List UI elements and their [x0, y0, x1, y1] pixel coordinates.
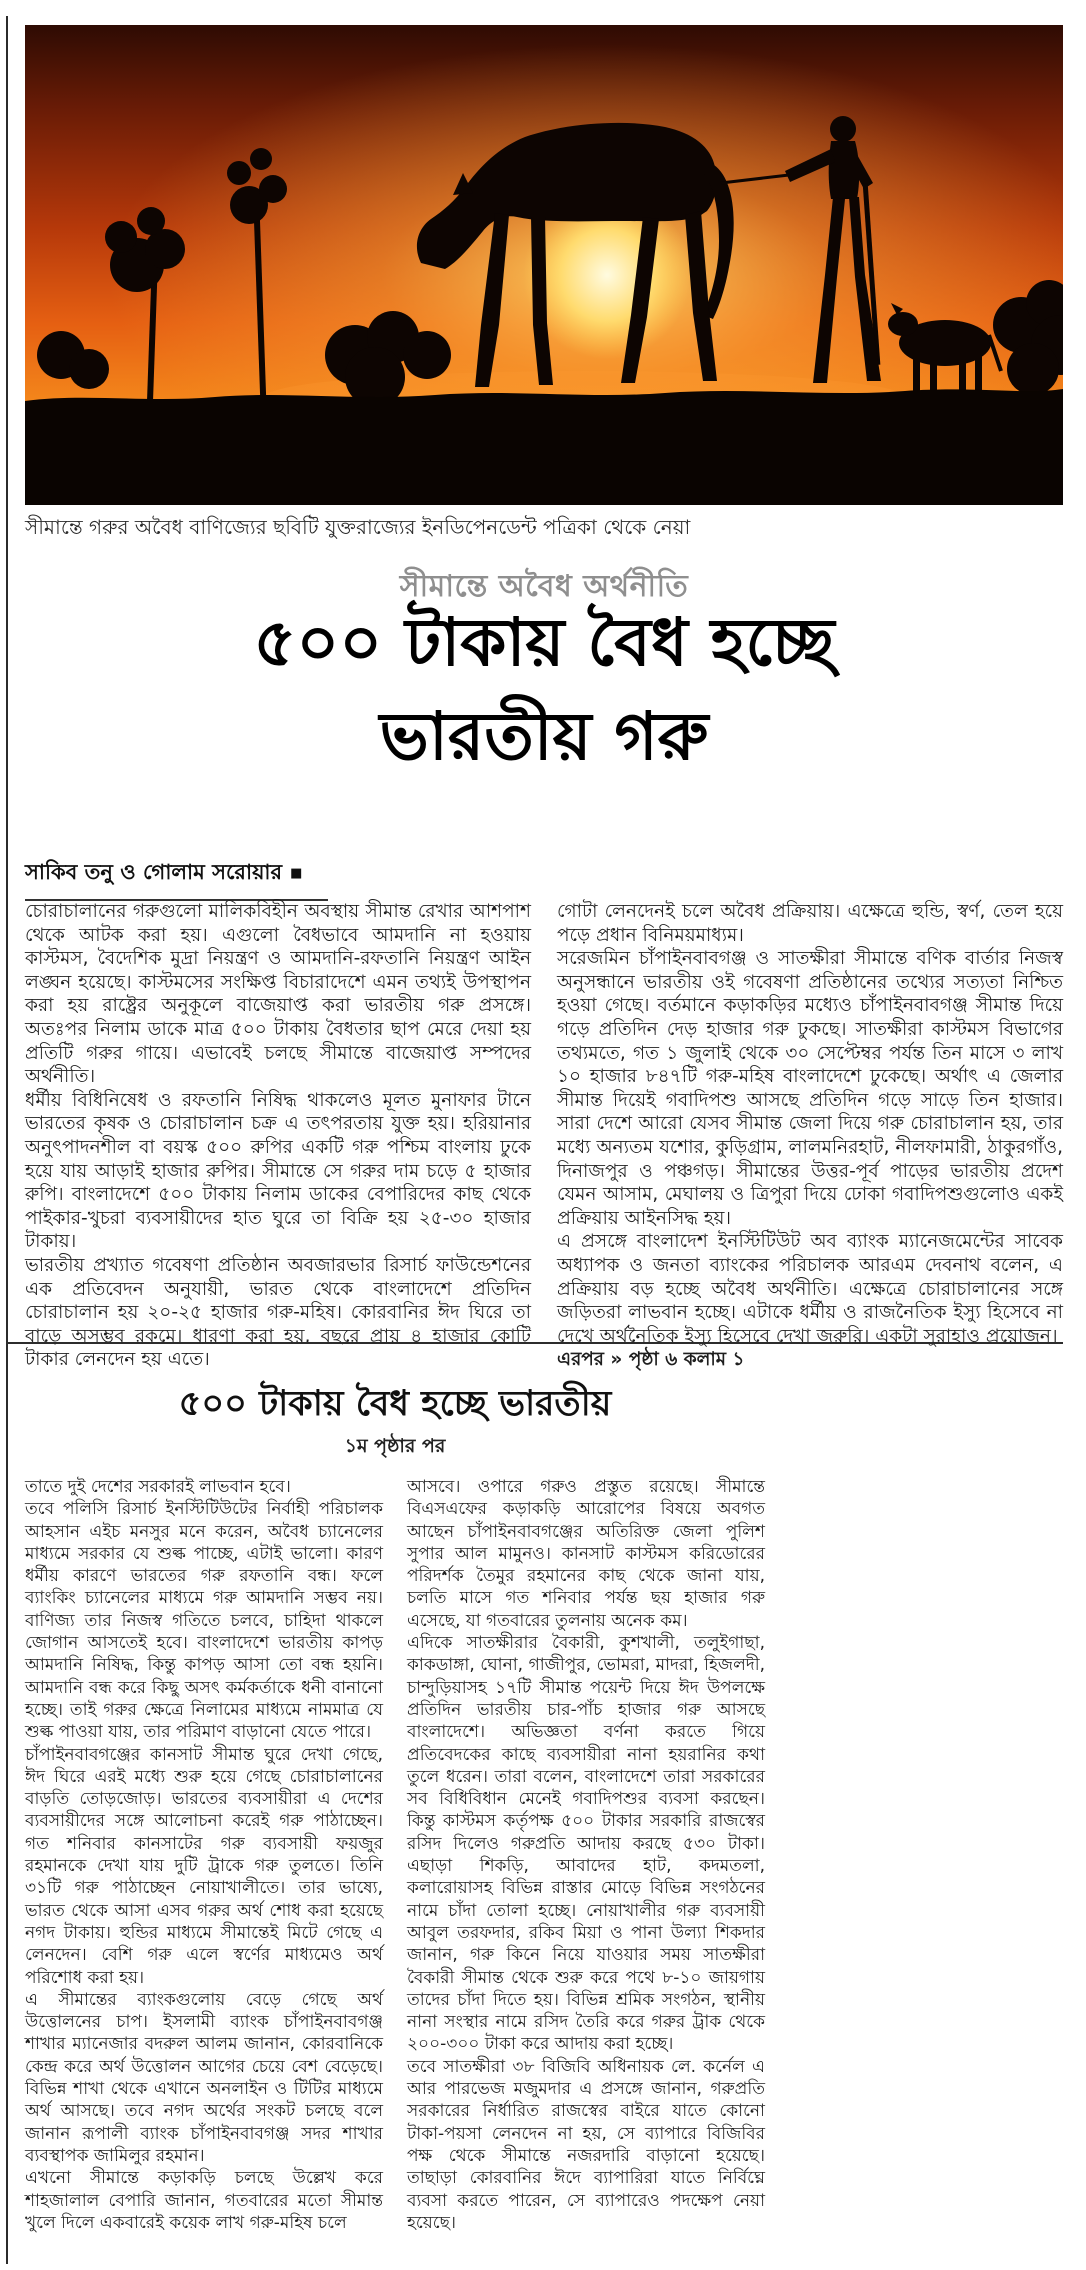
cont-left-para-4: এ সীমান্তের ব্যাংকগুলোয় বেড়ে গেছে অর্থ উত্তোলনের চাপ। ইসলামী ব্যাংক চাঁপাইনবাবগঞ্জ শাখার ম্যানেজার বদরুল আলম জানান, কোরবানিকে কেন্দ্র করে অর্থ উত্তোলন আগের চেয়ে বেশ বেড়েছে। বিভিন্ন শাখা থেকে এখানে অনলাইন ও টিটির মাধ্যমে অর্থ আসছে। তবে নগদ অর্থের সংকট চলছে বলে জানান রূপালী ব্যাংক চাঁপাইনবাবগঞ্জ সদর শাখার ব্যবস্থাপক জামিলুর রহমান।: [25, 1989, 383, 2166]
scan-edge-line: [6, 16, 8, 2264]
cont-left-para-2: তবে পলিসি রিসার্চ ইনস্টিটিউটের নির্বাহী পরিচালক আহসান এইচ মনসুর মনে করেন, অবৈধ চ্যানেলের মাধ্যমে সরকার যে শুল্ক পাচ্ছে, এটাই ভালো। কারণ ধর্মীয় কারণে ভারতের গরু রফতানি বন্ধ। ফলে ব্যাংকিং চ্যানেলের মাধ্যমে গরু আমদানি সম্ভব নয়। বাণিজ্য তার নিজস্ব গতিতে চলবে, চাহিদা থাকলে জোগান আসতেই হবে। বাংলাদেশে ভারতীয় কাপড় আমদানি নিষিদ্ধ, কিন্তু কাপড় আসা তো বন্ধ হয়নি। আমদানি বন্ধ করে কিছু অসৎ কর্মকর্তাকে ধনী বানানো হচ্ছে। তাই গরুর ক্ষেত্রে নিলামের মাধ্যমে নামমাত্র যে শুল্ক পাওয়া যায়, তার পরিমাণ বাড়ানো যেতে পারে।: [25, 1499, 383, 1743]
continuation-headline: ৫০০ টাকায় বৈধ হচ্ছে ভারতীয়: [178, 1384, 612, 1424]
kicker: সীমান্তে অবৈধ অর্থনীতি: [399, 569, 689, 604]
byline-names: সাকিব তনু ও গোলাম সরোয়ার: [25, 860, 283, 884]
lead-column-right: [557, 900, 1063, 1372]
jump-line: এরপর » পৃষ্ঠা ৬ কলাম ১: [557, 1349, 745, 1371]
continuation-subhead: ১ম পৃষ্ঠার পর: [344, 1435, 446, 1457]
byline-row: [25, 856, 545, 901]
lead-photo: [25, 25, 1063, 505]
continuation-columns: [25, 1476, 765, 2234]
byline: [25, 856, 328, 901]
continuation-column-left: [25, 1476, 383, 2234]
photo-caption: সীমান্তে গরুর অবৈধ বাণিজ্যের ছবিটি যুক্তরাজ্যের ইনডিপেনডেন্ট পত্রিকা থেকে নেয়া: [25, 515, 691, 539]
lead-right-para-2: সরেজমিন চাঁপাইনবাবগঞ্জ ও সাতক্ষীরা সীমান্তে বণিক বার্তার নিজস্ব অনুসন্ধানে ভারতীয় ওই গবেষণা প্রতিষ্ঠানের তথ্যের সত্যতা নিশ্চিত হওয়া গেছে। বর্তমানে কড়াকড়ির মধ্যেও চাঁপাইনবাবগঞ্জ সীমান্ত দিয়ে গড়ে প্রতিদিন দেড় হাজার গরু ঢুকছে। সাতক্ষীরা কাস্টমস বিভাগের তথ্যমতে, গত ১ জুলাই থেকে ৩০ সেপ্টেম্বর পর্যন্ত তিন মাসে ৩ লাখ ১০ হাজার ৮৪৭টি গরু-মহিষ বাংলাদেশে ঢুকেছে। অর্থাৎ এ জেলার সীমান্ত দিয়েই গবাদিপশু আসছে প্রতিদিন গড়ে সাড়ে তিন হাজার। সারা দেশে আরো যেসব সীমান্ত জেলা দিয়ে গরু চোরাচালান হয়, তার মধ্যে অন্যতম যশোর, কুড়িগ্রাম, লালমনিরহাট, নীলফামারী, ঠাকুরগাঁও, দিনাজপুর ও পঞ্চগড়। সীমান্তের উত্তর-পূর্ব পাড়ের ভারতীয় প্রদেশ যেমন আসাম, মেঘালয় ও ত্রিপুরা দিয়ে ঢোকা গবাদিপশুগুলোও একই প্রক্রিয়ায় আইনসিদ্ধ হয়।: [557, 948, 1063, 1229]
lead-left-para-3: ভারতীয় প্রখ্যাত গবেষণা প্রতিষ্ঠান অবজারভার রিসার্চ ফাউন্ডেশনের এক প্রতিবেদন অনুযায়ী, ভারত থেকে বাংলাদেশে প্রতিদিন চোরাচালান হয় ২০-২৫ হাজার গরু-মহিষ। কোরবানির ঈদ ঘিরে তা বাড়ে অসম্ভব রকমে। ধারণা করা হয়, বছরে প্রায় ৪ হাজার কোটি টাকার লেনদেন হয় এতে।: [25, 1254, 531, 1371]
cont-right-para-2: এদিকে সাতক্ষীরার বৈকারী, কুশখালী, তলুইগাছা, কাকডাঙ্গা, ঘোনা, গাজীপুর, ভোমরা, মাদরা, হিজলদী, চান্দুড়িয়াসহ ১৭টি সীমান্ত পয়েন্ট দিয়ে ঈদ উপলক্ষে প্রতিদিন ভারতীয় চার-পাঁচ হাজার গরু আসছে বাংলাদেশে। অভিজ্ঞতা বর্ণনা করতে গিয়ে প্রতিবেদকের কাছে ব্যবসায়ীরা নানা হয়রানির কথা তুলে ধরেন। তারা বলেন, বাংলাদেশে তারা সরকারের সব বিধিবিধান মেনেই গবাদিপশুর ব্যবসা করছেন। কিন্তু কাস্টমস কর্তৃপক্ষ ৫০০ টাকার সরকারি রাজস্বের রসিদ দিলেও গরুপ্রতি আদায় করছে ৫৩০ টাকা। এছাড়া শিকড়ি, আবাদের হাট, কদমতলা, কলারোয়াসহ বিভিন্ন রাস্তার মোড়ে বিভিন্ন সংগঠনের নামে চাঁদা তোলা হচ্ছে। নোয়াখালীর গরু ব্যবসায়ী আবুল তরফদার, রকিব মিয়া ও পানা উল্যা শিকদার জানান, গরু কিনে নিয়ে যাওয়ার সময় সাতক্ষীরা বৈকারী সীমান্ত থেকে শুরু করে পথে ৮-১০ জায়গায় তাদের চাঁদা দিতে হয়। বিভিন্ন শ্রমিক সংগঠন, স্থানীয় নানা সংস্থার নামে রসিদ তৈরি করে গরুর ট্রাক থেকে ২০০-৩০০ টাকা করে আদায় করা হচ্ছে।: [407, 1633, 765, 2055]
headline-line-1: ৫০০ টাকায় বৈধ হচ্ছে: [253, 604, 835, 681]
lead-right-para-1: গোটা লেনদেনই চলে অবৈধ প্রক্রিয়ায়। এক্ষেত্রে হুন্ডি, স্বর্ণ, তেল হয়ে পড়ে প্রধান বিনিময়মাধ্যম।: [557, 901, 1063, 946]
lead-right-para-3: এ প্রসঙ্গে বাংলাদেশ ইনস্টিটিউট অব ব্যাংক ম্যানেজমেন্টের সাবেক অধ্যাপক ও জনতা ব্যাংকের পরিচালক আরএম দেবনাথ বলেন, এ প্রক্রিয়ায় বড় হচ্ছে অবৈধ অর্থনীতি। এক্ষেত্রে চোরাচালানের সঙ্গে জড়িতরা লাভবান হচ্ছে। এটাকে ধর্মীয় ও রাজনৈতিক ইস্যু হিসেবে না দেখে অর্থনৈতিক ইস্যু হিসেবে দেখা জরুরি। একটা সুরাহাও প্রয়োজন।: [557, 1231, 1063, 1347]
lead-article-columns: [25, 900, 1063, 1372]
cont-left-para-3: চাঁপাইনবাবগঞ্জের কানসাট সীমান্ত ঘুরে দেখা গেছে, ঈদ ঘিরে এরই মধ্যে শুরু হয়ে গেছে চোরাচালানের বাড়তি তোড়জোড়। ভারতের ব্যবসায়ীরা এ দেশের ব্যবসায়ীদের সঙ্গে আলোচনা করেই গরু পাঠাচ্ছেন। গত শনিবার কানসাটের গরু ব্যবসায়ী ফয়জুর রহমানকে দেখা যায় দুটি ট্রাকে গরু তুলতে। তিনি ৩১টি গরু পাঠাচ্ছেন নোয়াখালীতে। তার ভাষ্যে, ভারত থেকে আসা এসব গরুর অর্থ শোধ করা হয়েছে নগদ টাকায়। হুন্ডির মাধ্যমে সীমান্তেই মিটে গেছে এ লেনদেন। বেশি গরু এলে স্বর্ণের মাধ্যমেও অর্থ পরিশোধ করা হয়।: [25, 1744, 383, 1988]
cont-left-para-5: এখনো সীমান্তে কড়াকড়ি চলছে উল্লেখ করে শাহজালাল বেপারি জানান, গতবারের মতো সীমান্ত খুলে দিলে একবারেই কয়েক লাখ গরু-মহিষ চলে: [25, 2168, 383, 2233]
continuation-column-right: [407, 1476, 765, 2234]
byline-square-marker: ■: [290, 866, 303, 881]
main-headline: [25, 596, 1063, 783]
ground-silhouette: [25, 389, 1063, 505]
cont-left-para-1: তাতে দুই দেশের সরকারই লাভবান হবে।: [25, 1477, 291, 1497]
cattle-sunset-photo-illustration: [25, 25, 1063, 505]
cont-right-para-1: আসবে। ওপারে গরুও প্রস্তুত রয়েছে। সীমান্তে বিএসএফের কড়াকড়ি আরোপের বিষয়ে অবগত আছেন চাঁপাইনবাবগঞ্জের অতিরিক্ত জেলা পুলিশ সুপার আল মামুনও। কানসাট কাস্টমস করিডোরের পরিদর্শক তৈমুর রহমানের কাছ থেকে জানা যায়, চলতি মাসে গত শনিবার পর্যন্ত ছয় হাজার গরু এসেছে, যা গতবারের তুলনায় অনেক কম।: [407, 1477, 765, 1631]
section-divider-rule: [6, 1342, 1063, 1344]
headline-line-2: ভারতীয় গরু: [379, 697, 709, 775]
lead-left-para-1: চোরাচালানের গরুগুলো মালিকবিহীন অবস্থায় সীমান্ত রেখার আশপাশ থেকে আটক করা হয়। এগুলো বৈধভাবে আমদানি না হওয়ায় কাস্টমস, বৈদেশিক মুদ্রা নিয়ন্ত্রণ ও আমদানি-রফতানি নিয়ন্ত্রণ আইন লঙ্ঘন হয়েছে। কাস্টমসের সংক্ষিপ্ত বিচারাদেশে এমন তথ্যই উপস্থাপন করা হয় রাষ্ট্রের অনুকূলে বাজেয়াপ্ত করা ভারতীয় গরু প্রসঙ্গে। অতঃপর নিলাম ডাকে মাত্র ৫০০ টাকায় বৈধতার ছাপ মেরে দেয়া হয় প্রতিটি গরুর গায়ে। এভাবেই চলছে সীমান্তে বাজেয়াপ্ত সম্পদের অর্থনীতি।: [25, 901, 531, 1088]
lead-left-para-2: ধর্মীয় বিধিনিষেধ ও রফতানি নিষিদ্ধ থাকলেও মূলত মুনাফার টানে ভারতের কৃষক ও চোরাচালান চক্র এ তৎপরতায় যুক্ত হয়। হরিয়ানার অনুৎপাদনশীল বা বয়স্ক ৫০০ রুপির একটি গরু পশ্চিম বাংলায় ঢুকে হয়ে যায় আড়াই হাজার রুপির। সীমান্তে সে গরুর দাম চড়ে ৫ হাজার রুপি। বাংলাদেশে ৫০০ টাকায় নিলাম ডাকের বেপারিদের কাছ থেকে পাইকার-খুচরা ব্যবসায়ীদের হাত ঘুরে তা বিক্রি হয় ২৫-৩০ হাজার টাকায়।: [25, 1089, 531, 1253]
cont-right-para-3: তবে সাতক্ষীরা ৩৮ বিজিবি অধিনায়ক লে. কর্নেল এ আর পারভেজ মজুমদার এ প্রসঙ্গে জানান, গরুপ্রতি সরকারের নির্ধারিত রাজস্বের বাইরে যাতে কোনো টাকা-পয়সা লেনদেন না হয়, সে ব্যাপারে বিজিবির পক্ষ থেকে সীমান্তে নজরদারি বাড়ানো হয়েছে। তাছাড়া কোরবানির ঈদে ব্যাপারিরা যাতে নির্বিঘ্নে ব্যবসা করতে পারেন, সে ব্যাপারেও পদক্ষেপ নেয়া হয়েছে।: [407, 2056, 765, 2233]
lead-column-left: [25, 900, 531, 1372]
